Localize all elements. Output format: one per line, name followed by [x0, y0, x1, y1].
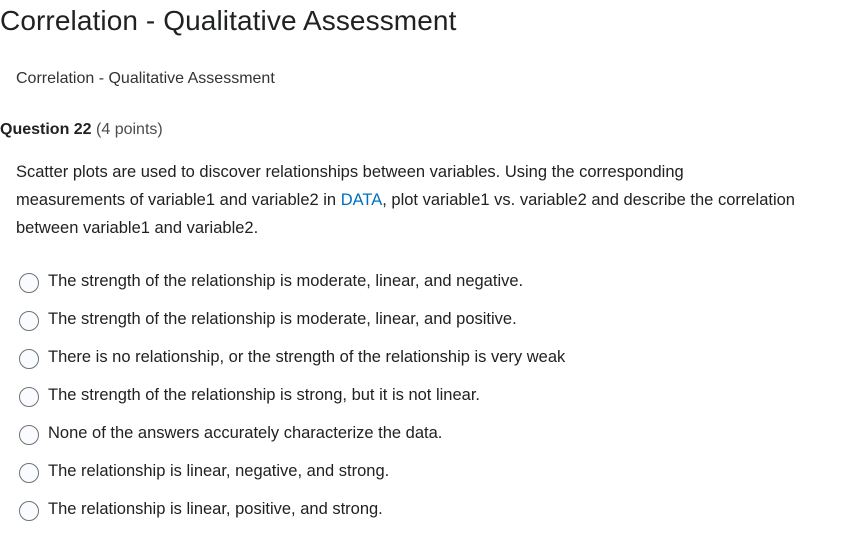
question-text-part-1: Scatter plots are used to discover relationships between variables. Using the corresponding measurements of variable1 and variable2 in: [16, 163, 684, 209]
answer-option-label: The strength of the relationship is moderate, linear, and positive.: [48, 309, 517, 328]
answer-option-7[interactable]: [19, 490, 565, 528]
answer-option-label: There is no relationship, or the strength of the relationship is very weak: [48, 347, 566, 366]
answer-option-label: The strength of the relationship is strong, but it is not linear.: [48, 385, 480, 404]
radio-button[interactable]: [19, 273, 39, 293]
answer-option-6[interactable]: [19, 452, 565, 490]
radio-button[interactable]: [19, 425, 39, 445]
question-points: (4 points): [96, 121, 163, 138]
radio-button[interactable]: [19, 349, 39, 369]
answer-option-3[interactable]: [19, 338, 565, 376]
answer-option-label: The relationship is linear, negative, and strong.: [48, 461, 390, 480]
question-number: Question 22: [0, 121, 92, 138]
data-link[interactable]: DATA: [340, 191, 383, 209]
answer-option-1[interactable]: [19, 262, 565, 300]
page-title: Correlation - Qualitative Assessment: [0, 5, 457, 36]
answer-option-2[interactable]: [19, 300, 565, 338]
answer-options: [19, 262, 565, 528]
radio-button[interactable]: [19, 387, 39, 407]
answer-option-label: The strength of the relationship is moderate, linear, and negative.: [48, 271, 524, 290]
answer-option-label: None of the answers accurately characterize the data.: [48, 423, 443, 442]
quiz-subtitle: Correlation - Qualitative Assessment: [16, 70, 275, 87]
question-text: [16, 158, 796, 242]
answer-option-label: The relationship is linear, positive, and strong.: [48, 499, 383, 518]
answer-option-5[interactable]: [19, 414, 565, 452]
answer-option-4[interactable]: [19, 376, 565, 414]
question-text-part-2: , plot variable1 vs. variable2 and describe the correlation between variable1 and variable2.: [16, 191, 795, 237]
question-header: [0, 121, 163, 139]
radio-button[interactable]: [19, 501, 39, 521]
radio-button[interactable]: [19, 311, 39, 331]
radio-button[interactable]: [19, 463, 39, 483]
